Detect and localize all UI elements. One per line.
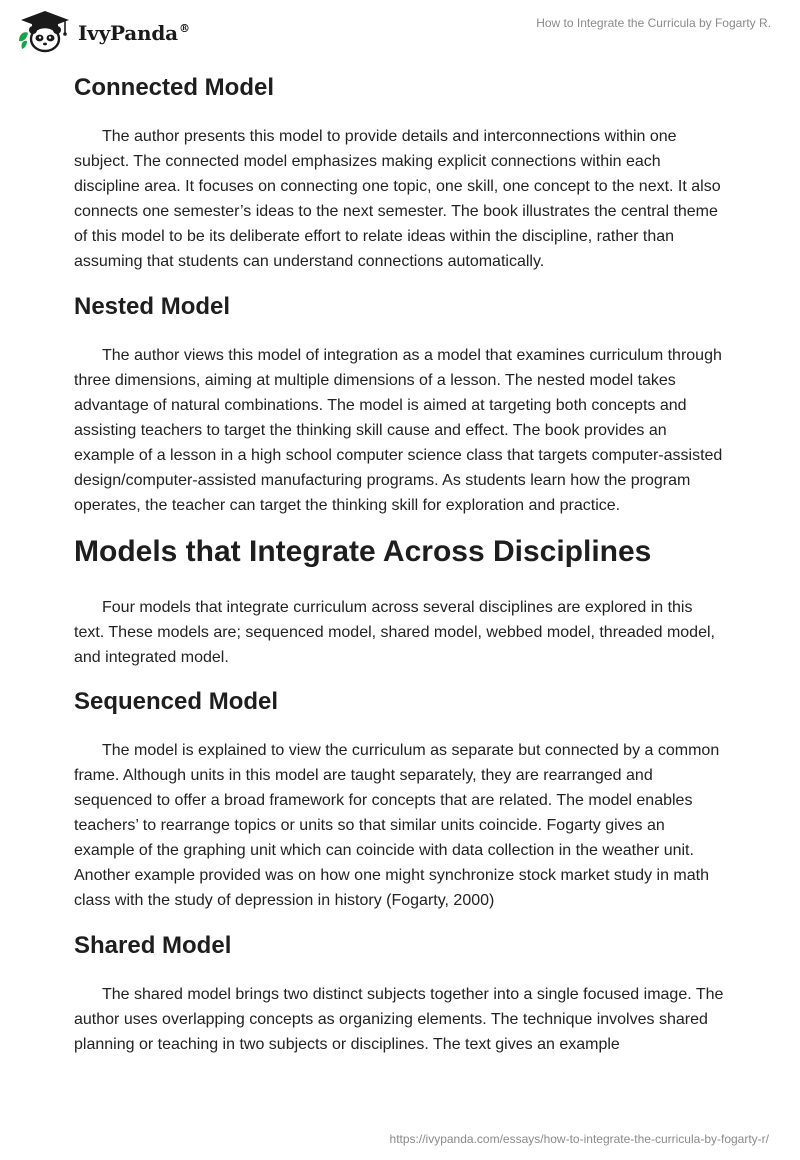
paragraph-nested-model: The author views this model of integration as a model that examines curriculum through three dimensions, aiming at multiple dimensions of a lesson. The nested model takes advantage of natural combinations. The model is aimed at targeting both concepts and assisting teachers to target the thinking skill cause and effect. The book provides an example of a lesson in a high school computer science class that targets computer-assisted design/computer-assisted manufacturing programs. As students learn how the program operates, the teacher can target the thinking skill for exploration and practice. [74,347,723,514]
heading-sequenced-model: Sequenced Model [74,688,279,715]
paragraph-connected-model: The author presents this model to provide details and interconnections within one subject. The connected model emphasizes making explicit connections within each discipline area. It focuses on connecting one topic, one skill, one concept to the next. It also connects one semester’s ideas to the next semester. The book illustrates the central theme of this model to be its deliberate effort to relate ideas within the discipline, rather than assuming that students can understand connections automatically. [74,128,721,270]
paragraph-shared-model: The shared model brings two distinct subjects together into a single focused image. The author uses overlapping concepts as organizing elements. The technique involves shared planning or teaching in two subjects or disciplines. The text gives an example [74,986,724,1053]
paragraph-sequenced-model: The model is explained to view the curriculum as separate but connected by a common frame. Although units in this model are taught separately, they are rearranged and sequenced to offer a broad framework for concepts that are related. The model enables teachers’ to rearrange topics or units so that similar units coincide. Fogarty gives an example of the graphing unit which can coincide with data collection in the weather unit. Another example provided was on how one might synchronize stock market study in math class with the study of depression in history (Fogarty, 2000) [74,742,720,909]
paragraph-models-across-disciplines: Four models that integrate curriculum across several disciplines are explored in this text. These models are; sequenced model, shared model, webbed model, threaded model, and integrated model. [74,599,715,666]
heading-nested-model: Nested Model [74,293,231,320]
page-header [0,0,800,64]
article-body [74,70,726,1057]
heading-shared-model: Shared Model [74,932,232,959]
brand-name: IvyPanda® [78,21,190,45]
source-url-link[interactable]: https://ivypanda.com/essays/how-to-integrate-the-curricula-by-fogarty-r/ [389,1132,769,1146]
ivypanda-logo[interactable] [15,9,190,53]
heading-connected-model: Connected Model [74,74,275,101]
heading-models-across-disciplines: Models that Integrate Across Disciplines [74,535,652,568]
panda-graduate-icon [15,9,75,53]
document-title: How to Integrate the Curricula by Fogarty R. [536,16,771,30]
